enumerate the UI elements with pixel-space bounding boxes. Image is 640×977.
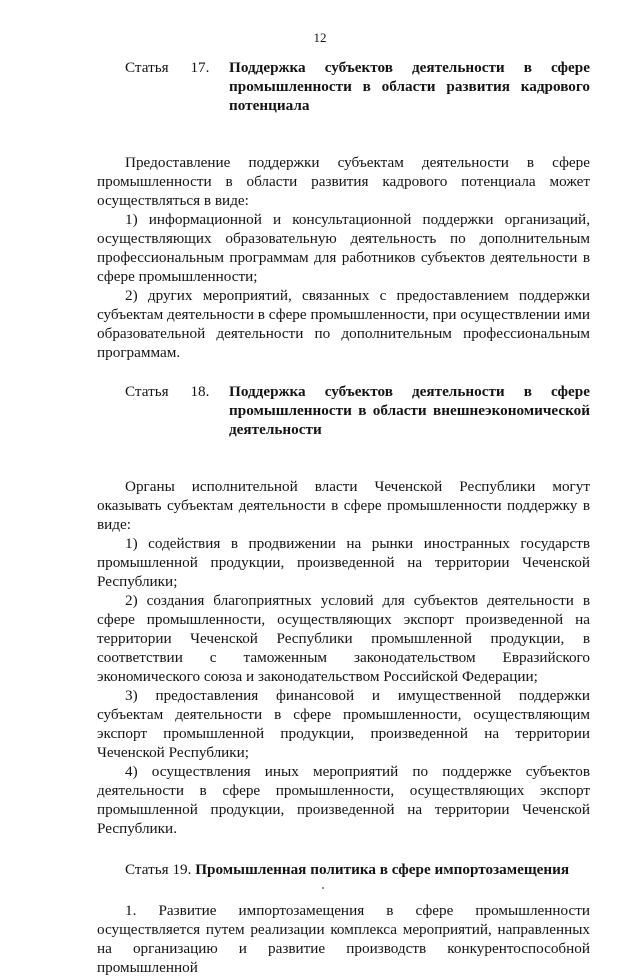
article-17-item-2: 2) других мероприятий, связанных с предоставлением поддержки субъектам деятельности в сфере промышленности, при осуществлении ими образовательной деятельности по дополнительным профессиональным программам. xyxy=(97,287,590,361)
article-17-item-1: 1) информационной и консультационной поддержки организаций, осуществляющих образовательную деятельность по дополнительным профессиональным программам для работников субъектов деятельности в сфере промышленности; xyxy=(97,211,590,285)
document-body xyxy=(97,58,590,977)
scan-speck xyxy=(322,887,324,889)
article-17-title: Поддержка субъектов деятельности в сфере промышленности в области развития кадрового потенциала xyxy=(229,59,590,114)
article-17-intro: Предоставление поддержки субъектам деятельности в сфере промышленности в области развития кадрового потенциала может осуществляться в виде: xyxy=(97,154,590,209)
article-19-label: Статья 19. xyxy=(125,861,192,878)
article-19-title: Промышленная политика в сфере импортозамещения xyxy=(195,861,570,878)
article-18-item-3: 3) предоставления финансовой и имущественной поддержки субъектам деятельности в сфере промышленности, осуществляющим экспорт промышленной продукции, произведенной на территории Чеченской Республики; xyxy=(97,687,590,761)
article-18-label: Статья 18. xyxy=(125,383,210,400)
article-17-heading xyxy=(97,58,590,115)
article-18-title: Поддержка субъектов деятельности в сфере промышленности в области внешнеэкономической деятельности xyxy=(229,383,590,438)
article-19-item-1: 1. Развитие импортозамещения в сфере промышленности осуществляется путем реализации комплекса мероприятий, направленных на организацию и развитие производств конкурентоспособной промышленной xyxy=(97,902,590,976)
article-17-label: Статья 17. xyxy=(125,59,210,76)
page-number: 12 xyxy=(313,30,327,45)
article-18-intro: Органы исполнительной власти Чеченской Республики могут оказывать субъектам деятельности в сфере промышленности поддержку в виде: xyxy=(97,478,590,533)
article-18-item-2: 2) создания благоприятных условий для субъектов деятельности в сфере промышленности, осуществляющих экспорт произведенной на территории Чеченской Республики промышленной продукции, в соответствии с таможенным законодательством Евразийского экономического союза и законодательством Российской Федерации; xyxy=(97,592,590,685)
article-18-item-1: 1) содействия в продвижении на рынки иностранных государств промышленной продукции, произведенной на территории Чеченской Республики; xyxy=(97,535,590,590)
article-19-heading xyxy=(97,860,590,879)
article-18-item-4: 4) осуществления иных мероприятий по поддержке субъектов деятельности в сфере промышленности, осуществляющих экспорт промышленной продукции, произведенной на территории Чеченской Республики. xyxy=(97,763,590,837)
article-18-heading xyxy=(97,382,590,439)
